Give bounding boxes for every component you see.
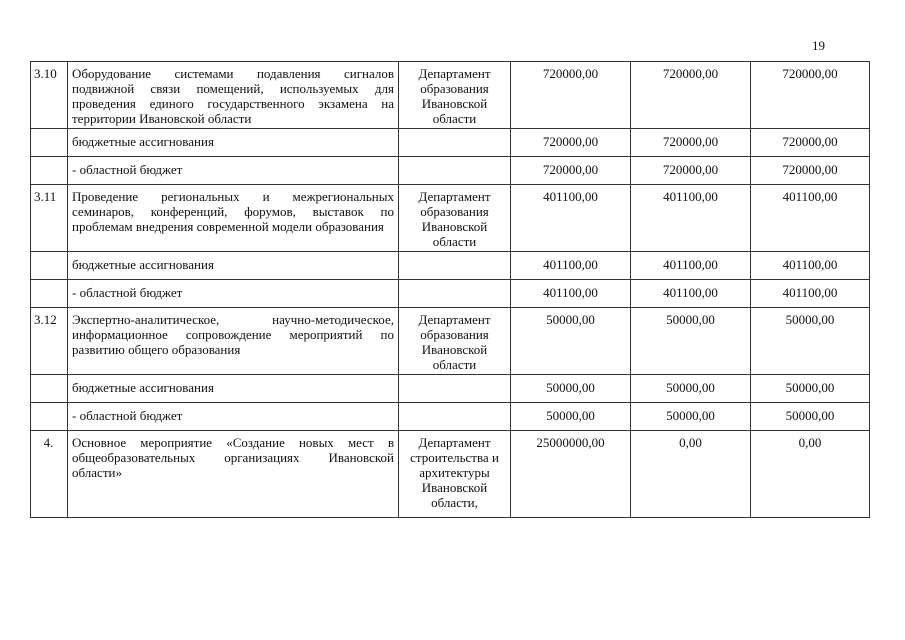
row-number: 4. xyxy=(31,431,68,518)
row-value-3: 0,00 xyxy=(751,431,870,518)
table-row xyxy=(31,157,870,185)
table-row xyxy=(31,62,870,129)
row-description: бюджетные ассигнования xyxy=(68,375,399,403)
row-value-2: 50000,00 xyxy=(631,308,751,375)
row-number xyxy=(31,157,68,185)
row-number: 3.12 xyxy=(31,308,68,375)
row-value-2: 401100,00 xyxy=(631,252,751,280)
row-value-1: 401100,00 xyxy=(511,252,631,280)
row-value-3: 50000,00 xyxy=(751,308,870,375)
row-value-1: 50000,00 xyxy=(511,308,631,375)
row-value-1: 401100,00 xyxy=(511,185,631,252)
row-description: Основное мероприятие «Создание новых мест в общеобразовательных организациях Ивановской области» xyxy=(68,431,399,518)
page-number: 19 xyxy=(812,38,825,53)
row-department xyxy=(399,157,511,185)
row-value-2: 401100,00 xyxy=(631,280,751,308)
row-number: 3.11 xyxy=(31,185,68,252)
budget-table xyxy=(30,61,870,518)
table-row xyxy=(31,431,870,518)
row-value-1: 50000,00 xyxy=(511,403,631,431)
row-department: Департамент строительства и архитектуры Ивановской области, xyxy=(399,431,511,518)
row-description: - областной бюджет xyxy=(68,157,399,185)
row-value-1: 25000000,00 xyxy=(511,431,631,518)
row-description: Проведение региональных и межрегиональных семинаров, конференций, форумов, выставок по проблемам внедрения современной модели образования xyxy=(68,185,399,252)
table-row xyxy=(31,185,870,252)
row-description: - областной бюджет xyxy=(68,280,399,308)
row-number xyxy=(31,403,68,431)
row-number xyxy=(31,129,68,157)
row-department: Департамент образования Ивановской области xyxy=(399,62,511,129)
row-value-3: 401100,00 xyxy=(751,280,870,308)
row-description: - областной бюджет xyxy=(68,403,399,431)
table-row xyxy=(31,129,870,157)
row-value-3: 50000,00 xyxy=(751,375,870,403)
row-description: бюджетные ассигнования xyxy=(68,129,399,157)
row-value-1: 50000,00 xyxy=(511,375,631,403)
row-value-1: 720000,00 xyxy=(511,157,631,185)
table-row xyxy=(31,308,870,375)
row-department xyxy=(399,280,511,308)
row-value-3: 720000,00 xyxy=(751,62,870,129)
row-value-2: 720000,00 xyxy=(631,129,751,157)
row-value-3: 50000,00 xyxy=(751,403,870,431)
row-value-2: 0,00 xyxy=(631,431,751,518)
row-value-2: 50000,00 xyxy=(631,403,751,431)
table-row xyxy=(31,403,870,431)
row-value-3: 401100,00 xyxy=(751,185,870,252)
row-department xyxy=(399,375,511,403)
row-number xyxy=(31,280,68,308)
row-number: 3.10 xyxy=(31,62,68,129)
row-value-3: 720000,00 xyxy=(751,157,870,185)
row-value-2: 720000,00 xyxy=(631,62,751,129)
table-row xyxy=(31,280,870,308)
row-description: бюджетные ассигнования xyxy=(68,252,399,280)
table-row xyxy=(31,375,870,403)
row-value-1: 401100,00 xyxy=(511,280,631,308)
row-value-3: 720000,00 xyxy=(751,129,870,157)
row-department: Департамент образования Ивановской области xyxy=(399,308,511,375)
row-department: Департамент образования Ивановской области xyxy=(399,185,511,252)
table-row xyxy=(31,252,870,280)
row-number xyxy=(31,252,68,280)
row-value-2: 50000,00 xyxy=(631,375,751,403)
row-number xyxy=(31,375,68,403)
row-department xyxy=(399,252,511,280)
row-department xyxy=(399,129,511,157)
row-description: Экспертно-аналитическое, научно-методическое, информационное сопровождение мероприятий по развитию общего образования xyxy=(68,308,399,375)
row-value-1: 720000,00 xyxy=(511,62,631,129)
row-value-3: 401100,00 xyxy=(751,252,870,280)
row-value-2: 720000,00 xyxy=(631,157,751,185)
row-value-2: 401100,00 xyxy=(631,185,751,252)
row-value-1: 720000,00 xyxy=(511,129,631,157)
row-description: Оборудование системами подавления сигналов подвижной связи помещений, используемых для проведения единого государственного экзамена на территории Ивановской области xyxy=(68,62,399,129)
row-department xyxy=(399,403,511,431)
